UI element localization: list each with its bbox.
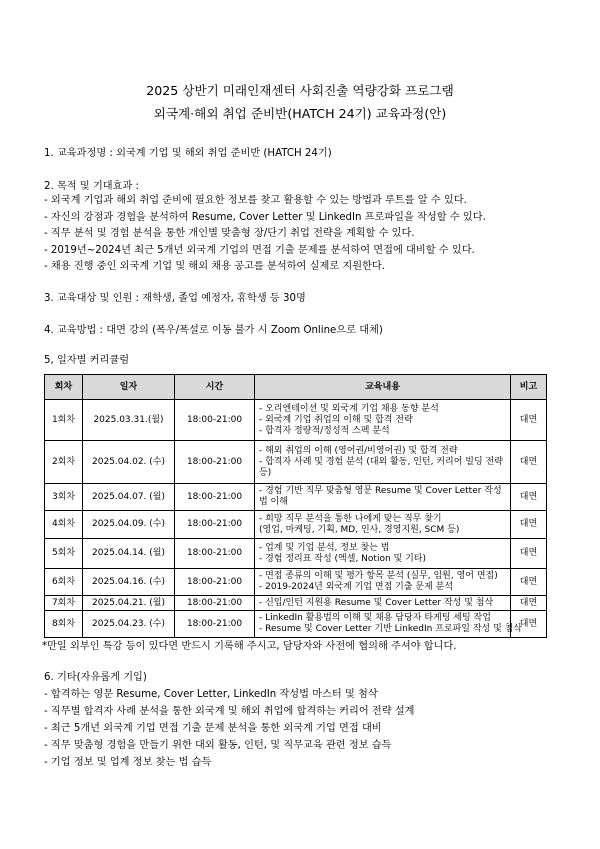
header-content: 교육내용 — [255, 375, 511, 400]
content-line: - 2019-2024년 외국계 기업 면접 기출 문제 분석 — [259, 582, 454, 592]
content-cell — [255, 596, 511, 611]
content-line: - 오리엔테이션 및 외국계 기업 채용 동향 분석 — [259, 403, 439, 414]
time-cell: 18:00-21:00 — [175, 611, 255, 638]
session-cell: 4회차 — [45, 511, 83, 539]
session-cell: 5회차 — [45, 539, 83, 569]
goal-item: - 외국계 기업과 해외 취업 준비에 필요한 정보를 찾고 활용할 수 있는 방법과 루트를 알 수 있다. — [44, 195, 467, 206]
content-cell — [255, 611, 523, 638]
etc-heading: 6. 기타(자유롭게 기입) — [44, 672, 147, 683]
content-line: - 합격자 정량적/정성적 스펙 분석 — [259, 425, 390, 436]
session-cell: 2회차 — [45, 441, 83, 484]
etc-item: - 최근 5개년 외국계 기업 면접 기출 문제 분석을 통한 외국계 기업 면접 대비 — [44, 723, 382, 734]
date-cell: 2025.04.07. (월) — [83, 484, 175, 511]
goals-heading: 2. 목적 및 기대효과 : — [44, 181, 139, 192]
content-cell — [255, 569, 511, 596]
note-cell: 대면 — [511, 611, 547, 638]
session-cell: 6회차 — [45, 569, 83, 596]
method-line: 4. 교육방법 : 대면 강의 (폭우/폭설로 이동 불가 시 Zoom Online으로 대체) — [44, 325, 383, 336]
date-cell: 2025.04.02. (수) — [83, 441, 175, 484]
goal-item: - 자신의 강점과 경험을 분석하여 Resume, Cover Letter 및 LinkedIn 프로파일을 작성할 수 있다. — [44, 212, 486, 223]
goal-item: - 채용 진행 중인 외국계 기업 및 해외 채용 공고를 분석하여 실제로 지원한다. — [44, 261, 386, 272]
etc-item: - 직무별 합격자 사례 분석을 통한 외국계 및 해외 취업에 합격하는 커리어 전략 설계 — [44, 706, 415, 717]
session-cell: 1회차 — [45, 400, 83, 441]
date-cell: 2025.04.09. (수) — [83, 511, 175, 539]
session-cell: 3회차 — [45, 484, 83, 511]
curriculum-table — [44, 374, 547, 638]
document-title: 2025 상반기 미래인재센터 사회진출 역량강화 프로그램 — [146, 83, 454, 98]
session-cell: 8회차 — [45, 611, 83, 638]
table-row — [45, 569, 547, 596]
content-cell — [255, 441, 511, 484]
header-session: 회차 — [45, 375, 83, 400]
content-line: - 경험 기반 직무 맞춤형 영문 Resume 및 Cover Letter 작성법 이해 — [259, 486, 502, 507]
time-cell: 18:00-21:00 — [175, 596, 255, 611]
etc-item: - 기업 정보 및 업계 정보 찾는 법 습득 — [44, 757, 212, 768]
content-line: - 경험 정리표 작성 (엑셀, Notion 및 기타) — [259, 553, 426, 564]
content-cell — [255, 484, 511, 511]
content-line: - 외국계 기업 취업의 이해 및 합격 전략 — [259, 414, 413, 425]
time-cell: 18:00-21:00 — [175, 539, 255, 569]
content-line: - 신입/인턴 지원용 Resume 및 Cover Letter 작성 및 첨삭 — [259, 597, 494, 608]
course-name: 1. 교육과정명 : 외국계 기업 및 해외 취업 준비반 (HATCH 24기) — [44, 148, 332, 159]
date-cell: 2025.04.21. (월) — [83, 596, 175, 611]
date-cell: 2025.04.14. (월) — [83, 539, 175, 569]
content-line: - 합격자 사례 및 경험 분석 (대외 활동, 인턴, 커리어 빌딩 전략 등) — [259, 456, 503, 478]
content-line: (영업, 마케팅, 기획, MD, 인사, 경영지원, SCM 등) — [259, 524, 460, 535]
note-cell: 대면 — [511, 484, 547, 511]
content-line: - 면접 종류의 이해 및 평가 항목 분석 (실무, 임원, 영어 면접) — [259, 571, 498, 581]
content-line: - LinkedIn 활용법의 이해 및 채용 담당자 타게팅 세팅 작업 — [259, 613, 491, 623]
curriculum-note: *만일 외부인 특강 등이 있다면 반드시 기록해 주시고, 담당자와 사전에 협의해 주셔야 합니다. — [42, 641, 457, 652]
time-cell: 18:00-21:00 — [175, 484, 255, 511]
content-line: - 업계 및 기업 분석, 정보 찾는 법 — [259, 542, 390, 553]
note-cell: 대면 — [511, 441, 547, 484]
etc-item: - 직무 맞춤형 경험을 만들기 위한 대외 활동, 인턴, 및 직무교육 관련 정보 습득 — [44, 740, 392, 751]
content-cell — [255, 539, 511, 569]
target-line: 3. 교육대상 및 인원 : 재학생, 졸업 예정자, 휴학생 등 30명 — [44, 293, 306, 304]
header-date: 일자 — [83, 375, 175, 400]
curriculum-heading: 5, 일자별 커리큘럼 — [44, 355, 130, 366]
time-cell: 18:00-21:00 — [175, 511, 255, 539]
table-row — [45, 611, 547, 638]
time-cell: 18:00-21:00 — [175, 400, 255, 441]
content-cell — [255, 511, 511, 539]
content-line: - 희망 직무 분석을 통한 나에게 맞는 직무 찾기 — [259, 513, 442, 524]
table-row — [45, 484, 547, 511]
table-header-row — [45, 375, 547, 400]
time-cell: 18:00-21:00 — [175, 441, 255, 484]
etc-item: - 합격하는 영문 Resume, Cover Letter, LinkedIn 작성법 마스터 및 첨삭 — [44, 689, 378, 700]
note-cell: 대면 — [511, 569, 547, 596]
date-cell: 2025.03.31.(월) — [83, 400, 175, 441]
content-line: - 해외 취업의 이해 (영어권/비영어권) 및 합격 전략 — [259, 445, 458, 456]
content-cell — [255, 400, 511, 441]
goal-item: - 직무 분석 및 경험 분석을 통한 개인별 맞춤형 장/단기 취업 전략을 계획할 수 있다. — [44, 228, 415, 239]
session-cell: 7회차 — [45, 596, 83, 611]
note-cell: 대면 — [511, 596, 547, 611]
table-row — [45, 539, 547, 569]
table-row — [45, 596, 547, 611]
header-note: 비고 — [511, 375, 547, 400]
table-row — [45, 400, 547, 441]
note-cell: 대면 — [511, 539, 547, 569]
date-cell: 2025.04.23. (수) — [83, 611, 175, 638]
goal-item: - 2019년~2024년 최근 5개년 외국계 기업의 면접 기출 문제를 분석하여 면접에 대비할 수 있다. — [44, 245, 475, 256]
note-cell: 대면 — [511, 400, 547, 441]
header-time: 시간 — [175, 375, 255, 400]
table-row — [45, 441, 547, 484]
note-cell: 대면 — [511, 511, 547, 539]
time-cell: 18:00-21:00 — [175, 569, 255, 596]
document-subtitle: 외국계·해외 취업 준비반(HATCH 24기) 교육과정(안) — [153, 106, 447, 121]
content-line: - Resume 및 Cover Letter 기반 LinkedIn 프로파일 작성 및 첨삭 — [259, 624, 523, 634]
table-row — [45, 511, 547, 539]
date-cell: 2025.04.16. (수) — [83, 569, 175, 596]
